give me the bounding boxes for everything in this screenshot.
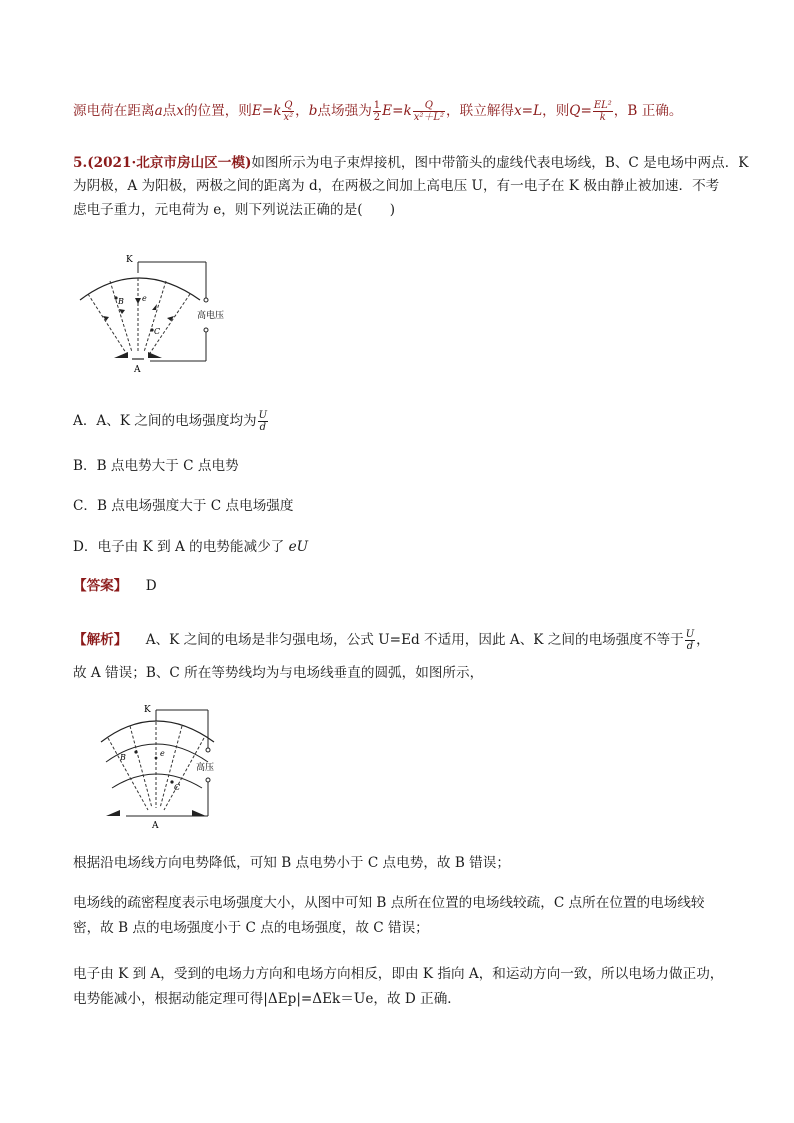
anode-left <box>106 810 120 816</box>
fraction <box>593 100 613 123</box>
field-line <box>144 281 166 352</box>
fraction-denominator: d <box>686 641 694 652</box>
fraction-denominator: x²＋L² <box>413 112 445 123</box>
intro-formula: E=k <box>251 103 282 119</box>
label-e: e <box>160 749 165 758</box>
equipotential-arc-C <box>112 774 202 788</box>
label-K: K <box>144 705 151 715</box>
label-high-voltage: 高压 <box>196 763 215 773</box>
analysis-text: A、K 之间的电场是非匀强电场，公式 U=Ed 不适用，因此 A、K 之间的电场强度不等于 <box>145 632 684 648</box>
answer-label: 【答案】 <box>73 578 128 594</box>
intro-text: 的位置，则 <box>183 103 252 119</box>
intro-formula: Q= <box>569 103 592 119</box>
option-A-text: A．A、K 之间的电场强度均为 <box>73 413 257 429</box>
question-number: 5. <box>73 155 88 171</box>
fraction <box>282 100 294 123</box>
intro-var-x: x <box>176 103 184 119</box>
question-text: 如图所示为电子束焊接机，图中带箭头的虚线代表电场线，B、C 是电场中两点．K <box>251 155 749 171</box>
fraction-numerator: Q <box>413 100 445 112</box>
fraction <box>685 629 695 652</box>
label-C: C <box>174 783 181 792</box>
question-source: (2021·北京市房山区一模) <box>87 155 252 171</box>
analysis-paragraph-3-line-1: 电子由 K 到 A，受到的电场力方向和电场方向相反，即由 K 指向 A，和运动方向一致，所以电场力做正功， <box>73 966 724 982</box>
fraction-denominator: x² <box>283 112 294 123</box>
option-B: B．B 点电势大于 C 点电势 <box>73 458 239 474</box>
fraction-denominator: 2 <box>373 112 381 123</box>
label-high-voltage: 高电压 <box>197 311 225 321</box>
intro-text: ，联立解得 <box>446 103 515 119</box>
analysis-paragraph-1: 根据沿电场线方向电势降低，可知 B 点电势小于 C 点电势，故 B 错误； <box>73 855 510 871</box>
option-A <box>73 410 269 433</box>
arrow-head <box>167 316 174 321</box>
anode-right <box>192 810 206 816</box>
intro-text: ，则 <box>542 103 570 119</box>
label-B: B <box>120 753 126 762</box>
fraction <box>373 100 381 123</box>
intro-text: ，B 正确。 <box>613 103 683 119</box>
label-A: A <box>152 821 159 830</box>
analysis-paragraph-2-line-1: 电场线的疏密程度表示电场强度大小，从图中可知 B 点所在位置的电场线较疏，C 点所在位置的电场线较 <box>73 895 705 911</box>
analysis-text: ， <box>696 632 710 648</box>
analysis-line-2: 故 A 错误；B、C 所在等势线均为与电场线垂直的圆弧，如图所示， <box>73 665 484 681</box>
field-line <box>148 294 190 356</box>
label-e: e <box>142 294 147 303</box>
analysis-paragraph-3-line-2: 电势能减小，根据动能定理可得|ΔEp|=ΔEk＝Ue，故 D 正确． <box>73 991 461 1007</box>
terminal-top <box>206 748 210 752</box>
intro-var-b: b <box>308 103 318 119</box>
arrow-head <box>103 316 109 321</box>
label-C: C <box>154 327 161 336</box>
option-D <box>73 537 308 557</box>
option-D-var: eU <box>288 539 309 555</box>
intro-text: 源电荷在距离 <box>73 103 155 119</box>
field-line <box>160 726 182 808</box>
terminal-bottom <box>204 328 208 332</box>
option-D-text: D．电子由 K 到 A 的电势能减少了 <box>73 539 285 555</box>
fraction-numerator: EL² <box>593 100 612 111</box>
intro-text: 点场强为 <box>317 103 372 119</box>
fraction-denominator: d <box>259 422 267 433</box>
answer-line <box>73 576 157 596</box>
analysis-paragraph-2-line-2: 密，故 B 点的电场强度小于 C 点的电场强度，故 C 错误； <box>73 920 429 936</box>
fraction-numerator: Q <box>284 100 293 111</box>
arrow-head <box>135 298 141 304</box>
intro-line <box>73 100 682 123</box>
option-C: C．B 点电场强度大于 C 点电场强度 <box>73 498 294 514</box>
question-line-3: 虑电子重力，元电荷为 e，则下列说法正确的是( ) <box>73 202 396 218</box>
intro-formula: E=k <box>382 103 412 119</box>
answer-value: D <box>145 578 157 594</box>
welder-diagram-2 <box>96 700 246 830</box>
electron-dot <box>155 757 158 760</box>
question-line-2: 为阴极，A 为阳极，两极之间的距离为 d，在两极之间加上高电压 U，有一电子在 K 极由静止被加速．不考 <box>73 178 720 194</box>
fraction-numerator: U <box>685 629 695 640</box>
field-line <box>110 281 132 352</box>
cathode-arc <box>101 721 214 742</box>
cathode-arc <box>80 278 200 300</box>
fraction-numerator: 1 <box>373 100 381 111</box>
label-A: A <box>134 365 141 375</box>
analysis-label: 【解析】 <box>73 632 128 648</box>
intro-formula: x=L <box>514 103 543 119</box>
label-B: B <box>118 297 124 306</box>
field-line <box>108 738 148 810</box>
field-line <box>130 726 152 808</box>
intro-text: ， <box>295 103 309 119</box>
question-line-1 <box>73 153 748 173</box>
terminal-bottom <box>206 778 210 782</box>
arrow-head <box>152 304 157 310</box>
fraction <box>258 410 268 433</box>
terminal-top <box>204 298 208 302</box>
fraction-denominator: k <box>599 112 606 123</box>
intro-var-a: a <box>154 103 163 119</box>
welder-diagram-1 <box>70 248 240 378</box>
intro-text: 点 <box>162 103 177 119</box>
analysis-line-1 <box>73 629 710 652</box>
point-B <box>134 750 137 753</box>
fraction <box>413 100 445 123</box>
fraction-numerator: U <box>258 410 268 421</box>
label-K: K <box>126 255 133 265</box>
